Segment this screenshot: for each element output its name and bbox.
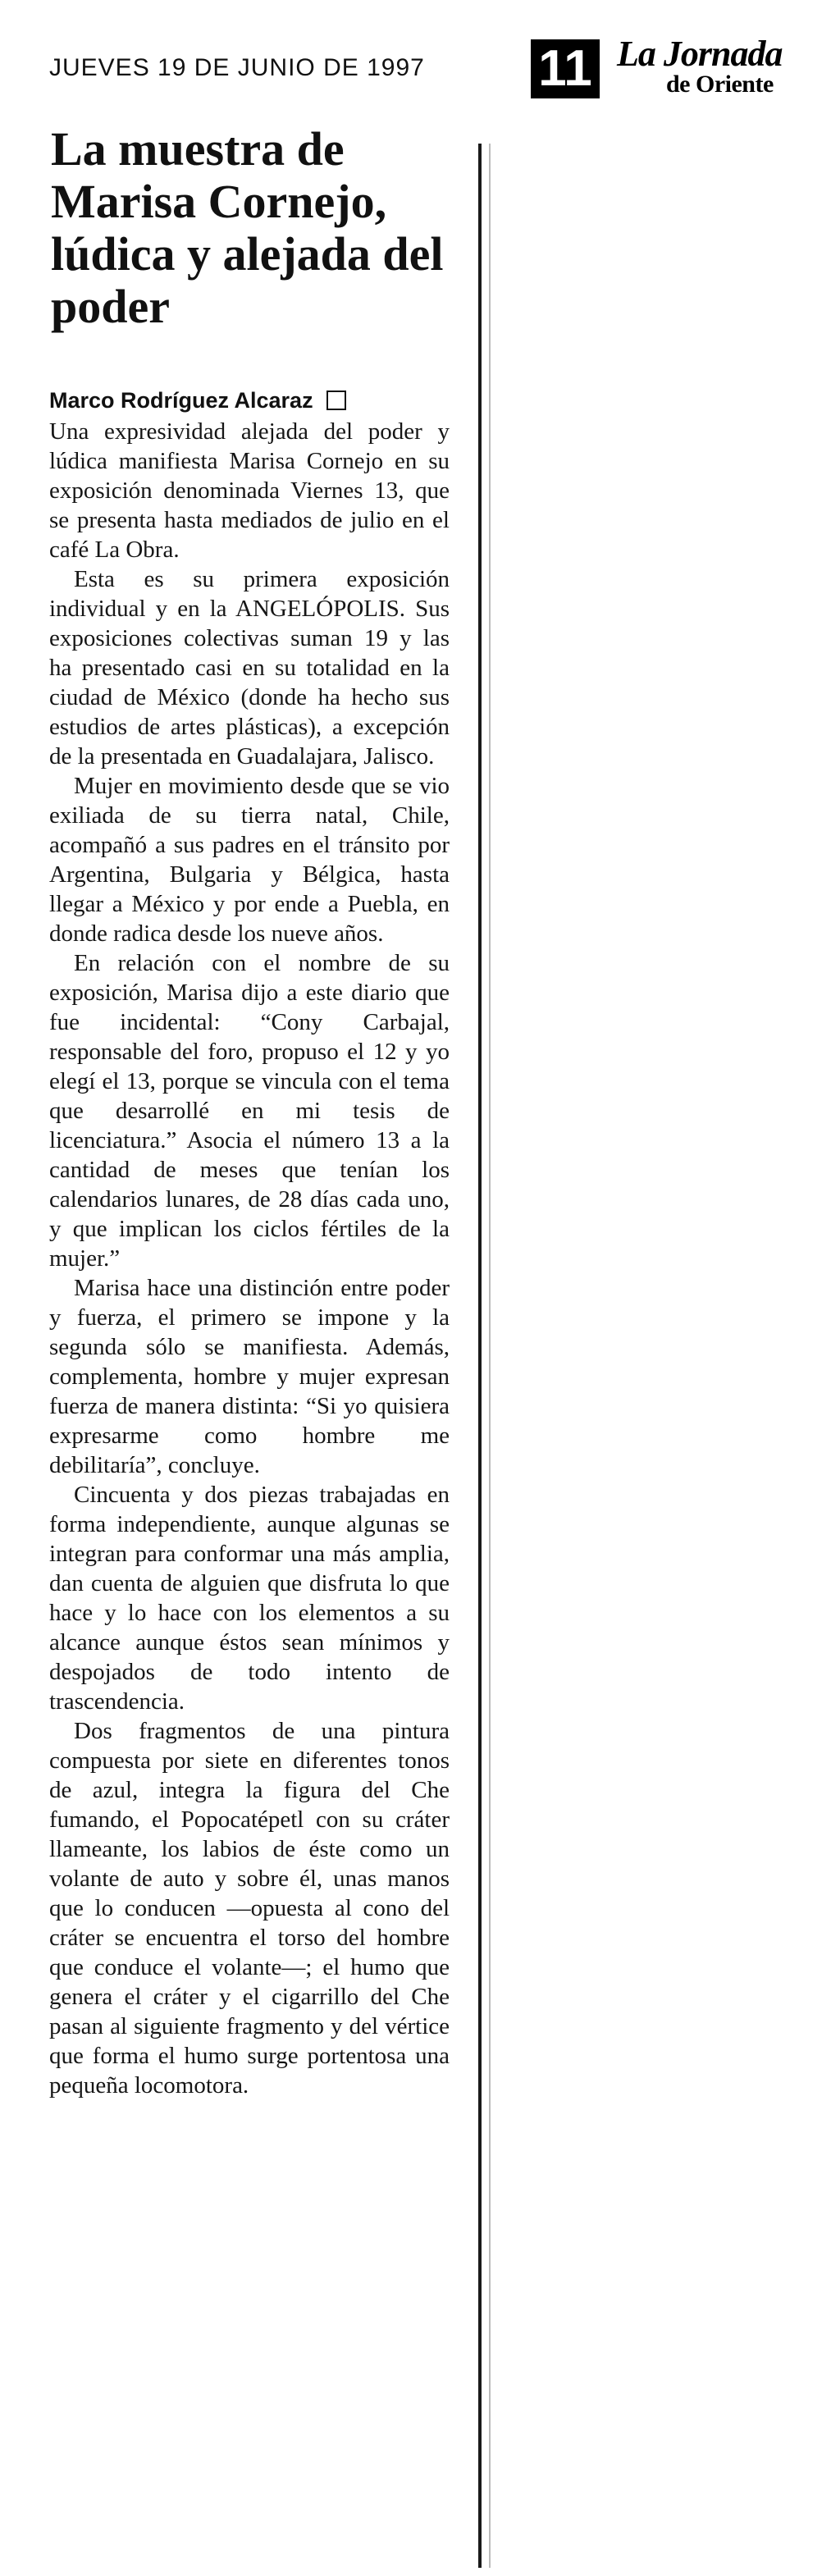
article-paragraph: En relación con el nombre de su exposición, Marisa dijo a este diario que fue incidental: “Cony Carbajal, responsable del foro, propuso el 12 y yo elegí el 13, porque se vincula con el tema que desarrollé en mi tesis de licenciatura.” Asocia el número 13 a la cantidad de meses que tenían los calendarios lunares, de 28 días cada uno, y que implican los ciclos fértiles de la mujer.” bbox=[49, 950, 450, 1272]
article-paragraph: Cincuenta y dos piezas trabajadas en forma independiente, aunque algunas se integran para conformar una más amplia, dan cuenta de alguien que disfruta lo que hace y lo hace con los elementos a su alcance aunque éstos sean mínimos y despojados de todo intento de trascendencia. bbox=[49, 1482, 450, 1715]
article-paragraph: Marisa hace una distinción entre poder y fuerza, el primero se impone y la segunda sólo se manifiesta. Además, complementa, hombre y mujer expresan fuerza de manera distinta: “Si yo quisiera expresarme como hombre me debilitaría”, concluye. bbox=[49, 1275, 450, 1478]
logo-title: La Jornada bbox=[617, 34, 783, 74]
logo-subtitle: de Oriente bbox=[666, 71, 774, 98]
article-paragraph: Una expresividad alejada del poder y lúdica manifiesta Marisa Cornejo en su exposición denominada Viernes 13, que se presenta hasta mediados de julio en el café La Obra. bbox=[49, 418, 450, 563]
byline-box-icon bbox=[326, 391, 346, 410]
byline-author: Marco Rodríguez Alcaraz bbox=[49, 388, 313, 413]
dateline: JUEVES 19 DE JUNIO DE 1997 bbox=[49, 54, 425, 81]
newspaper-logo bbox=[617, 36, 814, 97]
article-byline bbox=[49, 386, 476, 415]
article-paragraph: Esta es su primera exposición individual y en la ANGELÓPOLIS. Sus exposiciones colectivas suman 19 y las ha presentado casi en su totalidad en la ciudad de México (donde ha hecho sus estudios de artes plásticas), a excepción de la presentada en Guadalajara, Jalisco. bbox=[49, 566, 450, 770]
article-headline: La muestra de Marisa Cornejo, lúdica y alejada del poder bbox=[51, 122, 444, 333]
article-body bbox=[49, 417, 450, 2100]
page-number: 11 bbox=[531, 39, 600, 98]
article-paragraph: Dos fragmentos de una pintura compuesta por siete en diferentes tonos de azul, integra la figura del Che fumando, el Popocatépetl con su cráter llameante, los labios de éste como un volante de auto y sobre él, unas manos que lo conducen —opuesta al cono del cráter se encuentra el torso del hombre que conduce el volante—; el humo que genera el cráter y el cigarrillo del Che pasan al siguiente fragmento y del vértice que forma el humo surge portentosa una pequeña locomotora. bbox=[49, 1718, 450, 2099]
article-paragraph: Mujer en movimiento desde que se vio exiliada de su tierra natal, Chile, acompañó a sus padres en el tránsito por Argentina, Bulgaria y Bélgica, hasta llegar a México y por ende a Puebla, en donde radica desde los nueve años. bbox=[49, 773, 450, 947]
column-rule bbox=[478, 144, 482, 2568]
column-rule-secondary bbox=[489, 144, 491, 2568]
